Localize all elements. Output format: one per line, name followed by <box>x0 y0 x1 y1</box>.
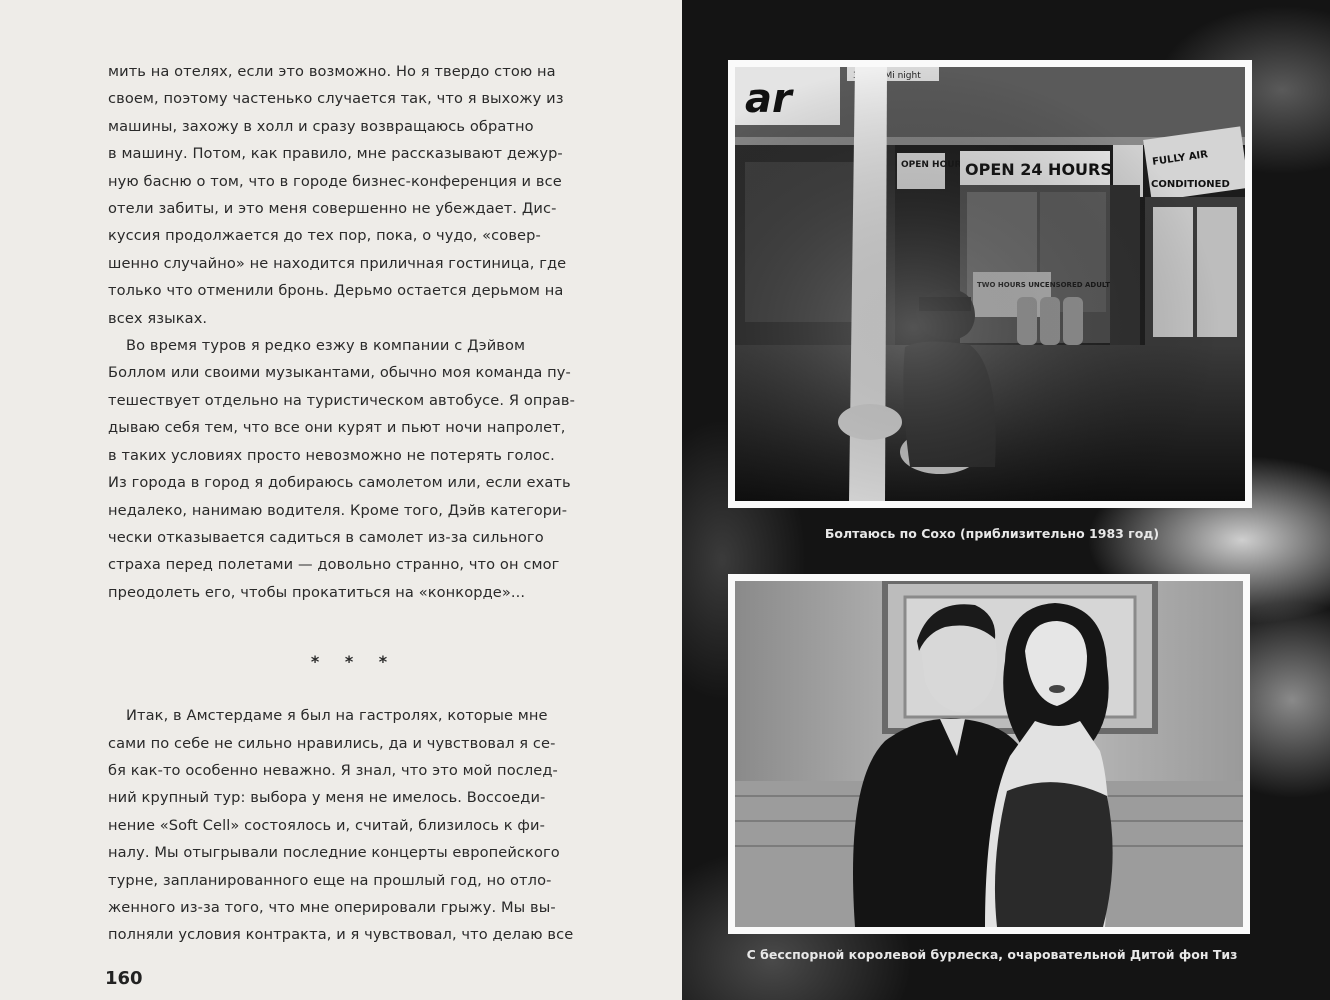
dita-photo-frame <box>728 574 1250 934</box>
soho-photo-caption: Болтаюсь по Сохо (приблизительно 1983 год) <box>824 526 1160 541</box>
body-text <box>108 58 600 949</box>
text-line: куссия продолжается до тех пор, пока, о чудо, «совер- <box>108 227 541 245</box>
page-number: 160 <box>105 968 143 989</box>
text-line: турне, запланированного еще на прошлый год, но отло- <box>108 871 552 889</box>
text-line: Итак, в Амстердаме я был на гастролях, которые мне <box>126 707 548 725</box>
text-line: Из города в город я добираюсь самолетом или, если ехать <box>108 474 571 492</box>
text-line: налу. Мы отыгрывали последние концерты европейского <box>108 844 560 862</box>
text-line: сами по себе не сильно нравились, да и чувствовал я се- <box>108 734 556 752</box>
text-line: в машину. Потом, как правило, мне рассказывают дежур- <box>108 145 563 163</box>
dita-photo <box>735 581 1243 927</box>
soho-photo-frame <box>728 60 1252 508</box>
text-line: страха перед полетами — довольно странно, что он смог <box>108 556 560 574</box>
paragraph-1 <box>108 58 600 332</box>
text-line: чески отказывается садиться в самолет из-за сильного <box>108 528 544 546</box>
text-line: машины, захожу в холл и сразу возвращаюсь обратно <box>108 117 534 135</box>
text-line: Боллом или своими музыкантами, обычно моя команда пу- <box>108 364 571 382</box>
text-line: отели забиты, и это меня совершенно не убеждает. Дис- <box>108 200 557 218</box>
soho-photo <box>735 67 1245 501</box>
text-line: недалеко, нанимаю водителя. Кроме того, Дэйв категори- <box>108 501 568 519</box>
dita-photo-caption: С бесспорной королевой бурлеска, очаровательной Дитой фон Тиз <box>746 947 1238 962</box>
dita-photo-image <box>735 581 1243 927</box>
text-line: бя как-то особенно неважно. Я знал, что это мой послед- <box>108 761 558 779</box>
text-line: женного из-за того, что мне оперировали грыжу. Мы вы- <box>108 898 556 916</box>
text-line: Во время туров я редко езжу в компании с Дэйвом <box>126 337 526 355</box>
text-line: полняли условия контракта, и я чувствовал, что делаю все <box>108 926 574 944</box>
text-line: мить на отелях, если это возможно. Но я твердо стою на <box>108 63 556 80</box>
text-line: в таких условиях просто невозможно не потерять голос. <box>108 446 555 464</box>
text-line: всех языках. <box>108 309 208 327</box>
text-line: преодолеть его, чтобы прокатиться на «конкорде»... <box>108 583 526 601</box>
text-line: тешествует отдельно на туристическом автобусе. Я оправ- <box>108 391 575 409</box>
paragraph-3 <box>108 702 600 949</box>
text-line: только что отменили бронь. Дерьмо остается дерьмом на <box>108 282 564 300</box>
text-line: своем, поэтому частенько случается так, что я выхожу из <box>108 90 564 108</box>
text-line: шенно случайно» не находится приличная гостиница, где <box>108 254 567 272</box>
text-line: нение «Soft Cell» состоялось и, считай, близилось к фи- <box>108 816 545 834</box>
paragraph-2 <box>108 332 600 606</box>
section-separator: * * * <box>310 652 398 672</box>
text-line: ний крупный тур: выбора у меня не имелось. Воссоеди- <box>108 789 546 807</box>
text-line: ную басню о том, что в городе бизнес-конференция и все <box>108 172 562 190</box>
soho-photo-image <box>735 67 1245 501</box>
text-line: дываю себя тем, что все они курят и пьют ночи напролет, <box>108 419 566 437</box>
